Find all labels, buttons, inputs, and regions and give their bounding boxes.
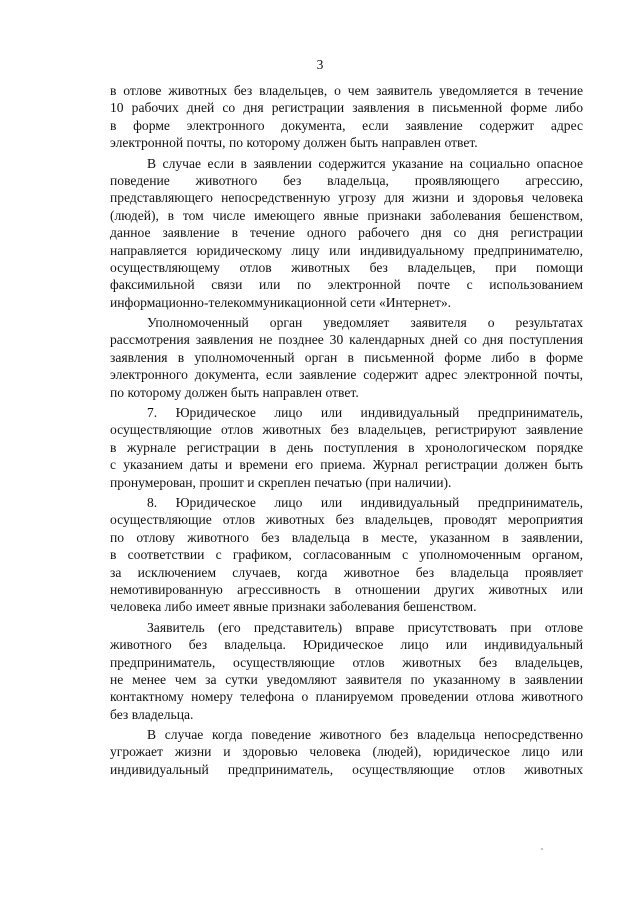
text-line: заявления в уполномоченный орган в письменной форме либо в форме (110, 349, 583, 365)
text-line: в отлове животных без владельцев, о чем заявитель уведомляется в течение (110, 83, 583, 98)
text-line: осуществляющие отлов животных без владельцев, проводят мероприятия (110, 512, 583, 528)
text-line: немотивированную агрессивность в отношении других животных или (110, 581, 583, 597)
paragraph-notification (110, 314, 583, 401)
text-line: животного без владельца. Юридическое лицо или индивидуальный (110, 637, 583, 653)
text-line: данное заявление в течение одного рабочего дня со дня регистрации (110, 225, 583, 241)
text-line: по которому должен быть направлен ответ. (110, 384, 359, 400)
scan-artifact (541, 848, 543, 850)
text-line: электронного документа, если заявление содержит адрес электронной почты, (110, 367, 583, 383)
text-line: человека либо имеет явные признаки заболевания бешенством. (110, 599, 477, 615)
paragraph-item-7 (110, 404, 583, 491)
text-line: 10 рабочих дней со дня регистрации заявления в письменной форме либо (110, 100, 583, 116)
text-line: за исключением случаев, когда животное без владельца проявляет (110, 564, 583, 580)
text-line: 8. Юридическое лицо или индивидуальный предприниматель, (147, 494, 583, 510)
paragraph-dangerous-behavior (110, 155, 583, 312)
text-line: контактному номеру телефона о планируемом проведении отлова животного (110, 689, 583, 705)
text-line: направляется юридическому лицу или индивидуальному предпринимателю, (110, 242, 583, 258)
text-line: поведение животного без владельца, проявляющего агрессию, (110, 172, 583, 188)
text-line: Уполномоченный орган уведомляет заявителя о результатах (147, 315, 583, 331)
text-line: В случае когда поведение животного без владельца непосредственно (147, 727, 583, 743)
text-line: рассмотрения заявления не позднее 30 календарных дней со дня поступления (110, 332, 583, 348)
paragraph-immediate-threat (110, 726, 583, 778)
text-line: предприниматель, осуществляющие отлов животных без владельцев, (110, 654, 583, 670)
paragraph-applicant-presence (110, 619, 583, 723)
text-line: (людей), в том числе имеющего явные признаки заболевания бешенством, (110, 207, 583, 223)
page-number: 3 (316, 57, 324, 72)
text-line: в соответствии с графиком, согласованным с уполномоченным органом, (110, 547, 583, 563)
text-line: не менее чем за сутки уведомляют заявителя по указанному в заявлении (110, 671, 583, 687)
text-line: осуществляющие отлов животных без владельцев, регистрируют заявление (110, 422, 583, 438)
text-line: В случае если в заявлении содержится указание на социально опасное (147, 155, 583, 171)
text-line: представляющего непосредственную угрозу для жизни и здоровья человека (110, 190, 583, 206)
text-line: информационно-телекоммуникационной сети «Интернет». (110, 294, 452, 310)
text-line: в форме электронного документа, если заявление содержит адрес (110, 117, 583, 133)
text-line: по отлову животного без владельца в месте, указанном в заявлении, (110, 529, 583, 545)
text-line: индивидуальный предприниматель, осуществляющие отлов животных (110, 761, 583, 777)
text-line: пронумерован, прошит и скреплен печатью (при наличии). (110, 474, 452, 490)
text-line: 7. Юридическое лицо или индивидуальный предприниматель, (147, 405, 583, 421)
text-line: Заявитель (его представитель) вправе присутствовать при отлове (147, 619, 583, 635)
text-line: в журнале регистрации в день поступления в хронологическом порядке (110, 439, 583, 455)
text-line: электронной почты, по которому должен быть направлен ответ. (110, 135, 478, 151)
text-line: без владельца. (110, 706, 194, 722)
text-line: угрожает жизни и здоровью человека (людей), юридическое лицо или (110, 744, 583, 760)
document-body (110, 82, 583, 778)
text-line: с указанием даты и времени его приема. Журнал регистрации должен быть (110, 457, 583, 473)
paragraph-item-8 (110, 494, 583, 616)
paragraph-continuation (110, 82, 583, 152)
text-line: факсимильной связи или по электронной почте с использованием (110, 277, 583, 293)
text-line: осуществляющему отлов животных без владельцев, при помощи (110, 259, 583, 275)
